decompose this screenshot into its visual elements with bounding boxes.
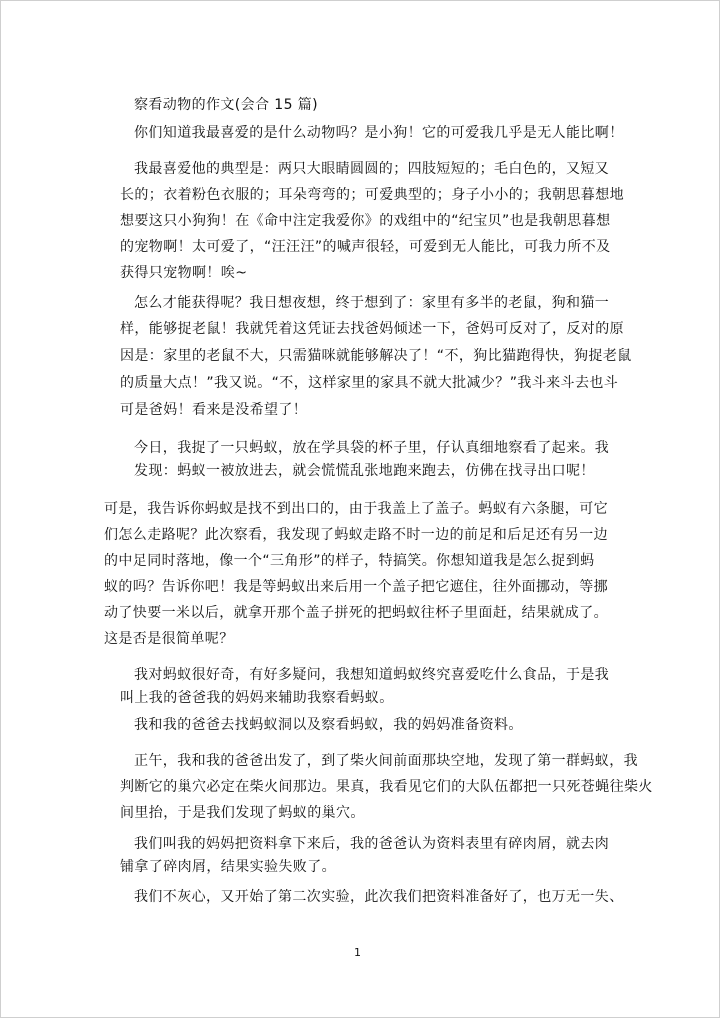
paragraph-line: 想要这只小狗狗！在《命中注定我爱你》的戏组中的“纪宝贝”也是我朝思暮想 (120, 213, 611, 229)
paragraph-line: 长的；衣着粉色衣服的；耳朵弯弯的；可爱典型的；身子小小的；我朝思暮想地 (120, 187, 624, 203)
paragraph-line: 因是：家里的老鼠不大，只需猫咪就能够解决了！“不，狗比猫跑得快，狗捉老鼠 (120, 348, 632, 364)
paragraph-line: 正午，我和我的爸爸出发了，到了柴火间前面那块空地，发现了第一群蚂蚁，我 (134, 753, 638, 769)
paragraph-line: 铺拿了碎肉屑，结果实验失败了。 (120, 859, 336, 875)
paragraph-line: 间里抬，于是我们发现了蚂蚁的巢穴。 (120, 805, 365, 821)
paragraph-line: 我对蚂蚁很好奇，有好多疑问，我想知道蚂蚁终究喜爱吃什么食品，于是我 (134, 667, 610, 683)
paragraph-line: 获得只宠物啊！唉~ (120, 265, 248, 281)
paragraph-line: 叫上我的爸爸我的妈妈来辅助我察看蚂蚁。 (120, 690, 394, 706)
paragraph-line: 我和我的爸爸去找蚂蚁洞以及察看蚂蚁，我的妈妈准备资料。 (134, 717, 523, 733)
paragraph-line: 怎么才能获得呢？我日想夜想，终于想到了：家里有多半的老鼠，狗和猫一 (134, 295, 610, 311)
paragraph-line: 这是否是很简单呢？ (104, 631, 234, 647)
page-title: 察看动物的作文(会合 15 篇) (134, 97, 319, 113)
paragraph-line: 我们叫我的妈妈把资料拿下来后，我的爸爸认为资料表里有碎肉屑，就去肉 (134, 836, 610, 852)
paragraph-line: 今日，我捉了一只蚂蚁，放在学具袋的杯子里，仔认真细地察看了起来。我 (134, 440, 610, 456)
paragraph-line: 可是，我告诉你蚂蚁是找不到出口的，由于我盖上了盖子。蚂蚁有六条腿，可它 (104, 501, 608, 517)
paragraph-line: 动了快要一米以后，就拿开那个盖子拼死的把蚂蚁往杯子里面赶，结果就成了。 (104, 605, 608, 621)
paragraph-line: 们怎么走路呢？此次察看，我发现了蚂蚁走路不时一边的前足和后足还有另一边 (104, 527, 608, 543)
paragraph-line: 样，能够捉老鼠！我就凭着这凭证去找爸妈倾述一下，爸妈可反对了，反对的原 (120, 321, 624, 337)
page-number: 1 (354, 946, 361, 959)
paragraph-line: 的中足同时落地，像一个“三角形”的样子，特搞笑。你想知道我是怎么捉到蚂 (104, 553, 595, 569)
paragraph-line: 判断它的巢穴必定在柴火间那边。果真，我看见它们的大队伍都把一只死苍蝇往柴火 (120, 779, 653, 795)
paragraph-line: 蚁的吗？告诉你吧！我是等蚂蚁出来后用一个盖子把它遮住，往外面挪动，等挪 (104, 579, 608, 595)
paragraph-line: 你们知道我最喜爱的是什么动物吗？是小狗！它的可爱我几乎是无人能比啊！ (134, 125, 624, 141)
paragraph-line: 的宠物啊！太可爱了，“汪汪汪”的喊声很轻，可爱到无人能比，可我力所不及 (120, 239, 611, 255)
paragraph-line: 的质量大点！”我又说。“不，这样家里的家具不就大批减少？”我斗来斗去也斗 (120, 375, 619, 391)
paragraph-line: 我最喜爱他的典型是：两只大眼睛圆圆的；四肢短短的；毛白色的，又短又 (134, 161, 610, 177)
paragraph-line: 可是爸妈！看来是没希望了！ (120, 402, 308, 418)
paragraph-line: 发现：蚂蚁一被放进去，就会慌慌乱张地跑来跑去，仿佛在找寻出口呢！ (134, 463, 595, 479)
paragraph-line: 我们不灰心，又开始了第二次实验，此次我们把资料准备好了，也万无一失、 (134, 889, 624, 905)
